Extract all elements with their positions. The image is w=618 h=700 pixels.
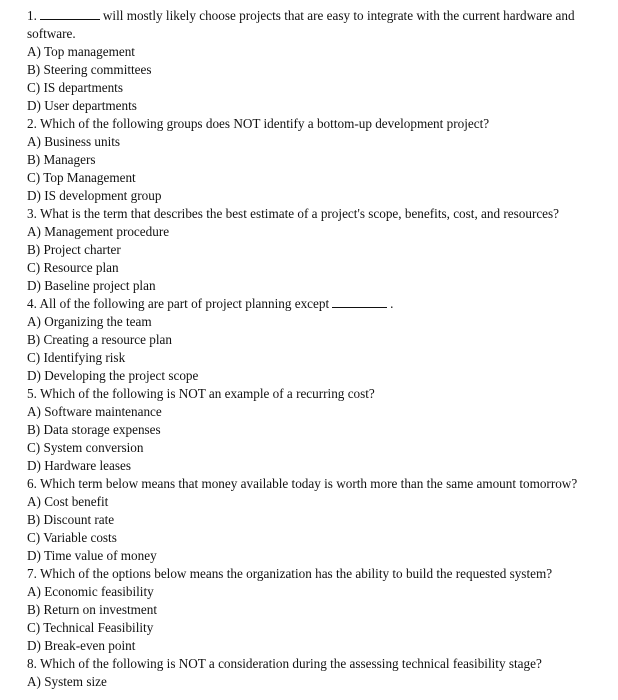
question-6-option-c: C) Variable costs: [27, 530, 117, 545]
question-5-stem: [0, 385, 618, 403]
question-5-option-b: B) Data storage expenses: [27, 422, 161, 437]
question-number: 1.: [27, 8, 37, 23]
question-document: [0, 7, 618, 691]
question-1-option-b: B) Steering committees: [27, 62, 152, 77]
question-text: Which of the options below means the organization has the ability to build the requested system?: [39, 566, 553, 581]
question-4-option-a: A) Organizing the team: [27, 314, 152, 329]
question-1-option-c: C) IS departments: [27, 80, 123, 95]
answer-blank: [332, 295, 387, 308]
question-6-stem: [0, 475, 618, 493]
question-number: 4.: [27, 296, 37, 311]
question-3-option-b: B) Project charter: [27, 242, 121, 257]
question-4-option-d: D) Developing the project scope: [27, 368, 199, 383]
question-7-option-b: B) Return on investment: [27, 602, 158, 617]
question-text: What is the term that describes the best estimate of a project's scope, benefits, cost, and resources?: [39, 206, 560, 221]
question-text: Which term below means that money available today is worth more than the same amount tomorrow?: [39, 476, 578, 491]
question-1-stem-continued: software.: [27, 26, 76, 41]
question-number: 7.: [27, 566, 37, 581]
question-7-option-a: A) Economic feasibility: [27, 584, 154, 599]
question-text: Which of the following groups does NOT identify a bottom-up development project?: [39, 116, 490, 131]
question-3-option-c: C) Resource plan: [27, 260, 119, 275]
question-8-option-a: A) System size: [27, 674, 107, 689]
question-4-stem: 4. All of the following are part of project planning except .: [27, 296, 394, 311]
question-3-option-a: A) Management procedure: [27, 224, 170, 239]
question-3-stem: [0, 205, 618, 223]
question-text: will mostly likely choose projects that are easy to integrate with the current hardware and: [102, 8, 575, 23]
question-6-option-b: B) Discount rate: [27, 512, 115, 527]
question-7-option-d: D) Break-even point: [27, 638, 136, 653]
question-7-stem: [0, 565, 618, 583]
question-6-option-a: A) Cost benefit: [27, 494, 109, 509]
question-2-option-c: C) Top Management: [27, 170, 136, 185]
question-1-option-a: A) Top management: [27, 44, 135, 59]
question-1-option-d: D) User departments: [27, 98, 137, 113]
question-7-option-c: C) Technical Feasibility: [27, 620, 154, 635]
question-3-option-d: D) Baseline project plan: [27, 278, 156, 293]
question-2-stem: [0, 115, 618, 133]
question-5-option-c: C) System conversion: [27, 440, 144, 455]
question-number: 6.: [27, 476, 37, 491]
question-8-stem: [0, 655, 618, 673]
question-text: All of the following are part of project planning except: [39, 296, 330, 311]
question-4-option-b: B) Creating a resource plan: [27, 332, 173, 347]
question-2-option-b: B) Managers: [27, 152, 96, 167]
question-1-stem: [0, 7, 618, 25]
question-number: 2.: [27, 116, 37, 131]
answer-blank: [40, 7, 100, 20]
question-5-option-d: D) Hardware leases: [27, 458, 131, 473]
question-text: Which of the following is NOT an example of a recurring cost?: [39, 386, 375, 401]
question-2-option-d: D) IS development group: [27, 188, 162, 203]
question-number: 8.: [27, 656, 37, 671]
question-2-option-a: A) Business units: [27, 134, 121, 149]
question-5-option-a: A) Software maintenance: [27, 404, 162, 419]
question-4-option-c: C) Identifying risk: [27, 350, 126, 365]
question-number: 3.: [27, 206, 37, 221]
question-text: Which of the following is NOT a consideration during the assessing technical feasibility stage?: [39, 656, 542, 671]
question-6-option-d: D) Time value of money: [27, 548, 157, 563]
question-number: 5.: [27, 386, 37, 401]
